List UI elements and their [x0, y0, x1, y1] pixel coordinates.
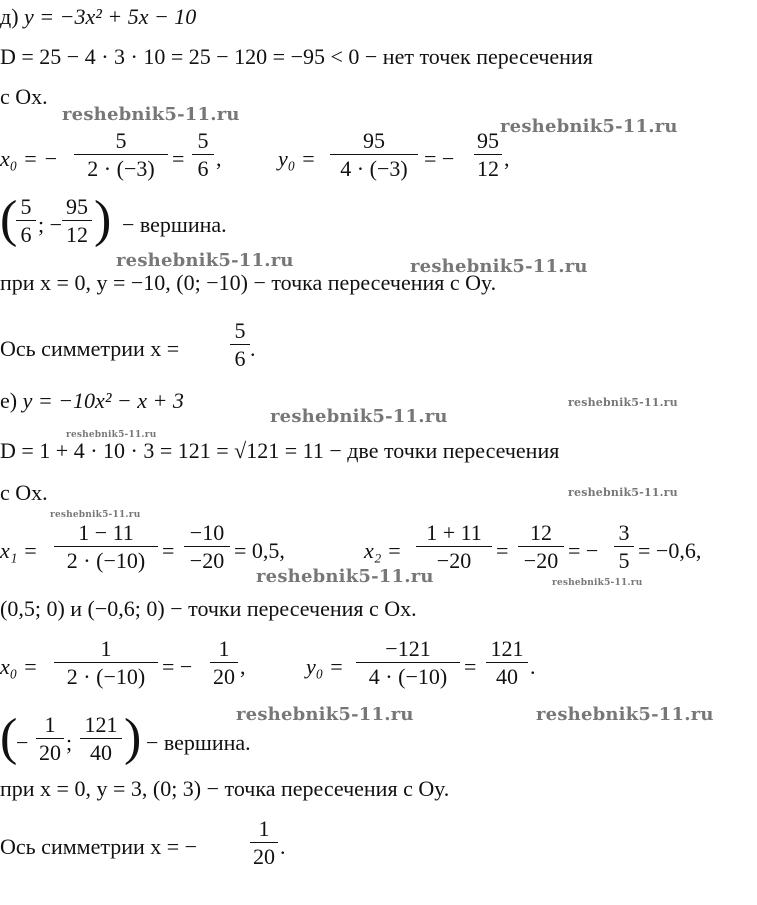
part-d-y0-lhs: y₀ = [278, 146, 316, 171]
part-e-x2-fraction [416, 522, 492, 572]
denominator: 12 [66, 222, 88, 247]
watermark: reshebnik5-11.ru [500, 116, 678, 137]
numerator: 5 [16, 196, 36, 221]
part-e-axis-fraction [250, 818, 278, 868]
numerator: 95 [62, 196, 92, 221]
watermark: reshebnik5-11.ru [50, 510, 141, 520]
part-e-vertex-minus: − [16, 730, 29, 755]
numerator: 1 − 11 [54, 522, 158, 547]
part-e-axis-text: Ось симметрии x = − [0, 834, 198, 859]
part-d-axis-end: . [250, 336, 256, 361]
part-d-equation: y = −3x² + 5x − 10 [24, 4, 197, 29]
numerator: 95 [474, 130, 502, 155]
numerator: 5 [230, 320, 250, 345]
part-e-x1-lhs: x₁ = [0, 538, 38, 563]
part-e-label: е) [0, 388, 18, 413]
watermark: reshebnik5-11.ru [270, 406, 448, 427]
numerator: 1 + 11 [416, 522, 492, 547]
part-d-y0-result-fraction [474, 130, 502, 180]
denominator: 20 [213, 664, 235, 689]
part-e-vertex-close-paren: ) [124, 709, 142, 766]
part-d-vertex-fraction-1 [16, 196, 36, 246]
denominator: −20 [436, 548, 472, 573]
part-e-x2-fraction-2 [518, 522, 564, 572]
numerator: −121 [356, 638, 460, 663]
denominator: 4 · (−3) [340, 156, 408, 181]
part-d-oy-line: при x = 0, y = −10, (0; −10) − точка пересечения с Oy. [0, 270, 497, 295]
denominator: −20 [189, 548, 225, 573]
part-d-vertex-fraction-2 [62, 196, 92, 246]
part-e-vertex-label: − вершина. [146, 730, 251, 755]
part-d-y0-fraction [330, 130, 418, 180]
part-e-y0-end: . [530, 654, 536, 679]
part-e-x0-fraction [54, 638, 158, 688]
numerator: 1 [250, 818, 278, 843]
watermark: reshebnik5-11.ru [66, 430, 157, 440]
watermark: reshebnik5-11.ru [236, 704, 414, 725]
part-e-x1-eq: = [162, 538, 175, 563]
denominator: 40 [90, 740, 112, 765]
part-d-x0-end: , [216, 146, 222, 171]
part-e-points: (0,5; 0) и (−0,6; 0) − точки пересечения с Ox. [0, 596, 417, 621]
part-d-axis-text: Ось симметрии x = [0, 336, 180, 361]
part-e-x0-lhs: x₀ = [0, 654, 38, 679]
numerator: 3 [614, 522, 634, 547]
watermark: reshebnik5-11.ru [552, 578, 643, 588]
part-e-equation: y = −10x² − x + 3 [22, 388, 184, 413]
part-d-x0-lhs: x₀ = − [0, 146, 59, 171]
part-d-with-ox: с Ox. [0, 84, 48, 109]
watermark: reshebnik5-11.ru [62, 104, 240, 125]
part-e-x2-lhs: x₂ = [364, 538, 402, 563]
denominator: −20 [523, 548, 559, 573]
denominator: 2 · (−10) [66, 664, 146, 689]
part-e-with-ox: с Ox. [0, 480, 48, 505]
part-d-label: д) [0, 4, 19, 29]
part-d-discriminant: D = 25 − 4 · 3 · 10 = 25 − 120 = −95 < 0 − нет точек пересечения [0, 44, 593, 69]
part-e-x0-eq: = − [162, 654, 193, 679]
numerator: 121 [486, 638, 528, 663]
part-e-vertex-fraction-1 [36, 714, 64, 764]
numerator: −10 [184, 522, 230, 547]
denominator: 2 · (−10) [66, 548, 146, 573]
denominator: 6 [234, 346, 246, 371]
numerator: 1 [210, 638, 238, 663]
part-d-vertex-open-paren: ( [0, 191, 18, 248]
part-e-y0-lhs: y₀ = [306, 654, 344, 679]
denominator: 12 [477, 156, 499, 181]
part-e-x0-result-fraction [210, 638, 238, 688]
numerator: 12 [518, 522, 564, 547]
watermark: reshebnik5-11.ru [568, 486, 678, 499]
numerator: 95 [330, 130, 418, 155]
numerator: 1 [54, 638, 158, 663]
part-e-x1-result-fraction [184, 522, 230, 572]
part-d-y0-end: , [504, 146, 510, 171]
part-e-x2-result: = −0,6, [638, 538, 702, 563]
part-e-y0-eq: = [464, 654, 477, 679]
numerator: 5 [74, 130, 168, 155]
numerator: 1 [36, 714, 64, 739]
part-e-vertex-open-paren: ( [0, 709, 18, 766]
watermark: reshebnik5-11.ru [568, 396, 678, 409]
watermark: reshebnik5-11.ru [116, 250, 294, 271]
denominator: 40 [496, 664, 518, 689]
part-d-axis-fraction [230, 320, 250, 370]
part-e-x2-eq: = [496, 538, 509, 563]
part-d-x0-eq: = [172, 146, 185, 171]
denominator: 2 · (−3) [87, 156, 155, 181]
numerator: 5 [192, 130, 214, 155]
part-e-oy-line: при x = 0, y = 3, (0; 3) − точка пересечения с Oy. [0, 776, 450, 801]
part-e-y0-result-fraction [486, 638, 528, 688]
denominator: 4 · (−10) [368, 664, 448, 689]
part-e-vertex-sep: ; [66, 730, 73, 755]
part-e-x1-result: = 0,5, [234, 538, 285, 563]
part-e-vertex-fraction-2 [80, 714, 122, 764]
watermark: reshebnik5-11.ru [410, 256, 588, 277]
numerator: 121 [80, 714, 122, 739]
part-d-x0-fraction [74, 130, 168, 180]
part-e-discriminant: D = 1 + 4 · 10 · 3 = 121 = √121 = 11 − две точки пересечения [0, 438, 560, 463]
watermark: reshebnik5-11.ru [536, 704, 714, 725]
part-d-vertex-sep: ; − [38, 212, 63, 237]
part-d-vertex-label: − вершина. [122, 212, 227, 237]
denominator: 20 [253, 844, 275, 869]
part-d-equation-line [0, 6, 196, 28]
part-e-x0-end: , [240, 654, 246, 679]
denominator: 6 [20, 222, 32, 247]
part-e-x1-fraction [54, 522, 158, 572]
denominator: 6 [197, 156, 209, 181]
watermark: reshebnik5-11.ru [256, 566, 434, 587]
part-d-y0-eq: = − [424, 146, 455, 171]
denominator: 20 [39, 740, 61, 765]
part-d-vertex-close-paren: ) [94, 191, 112, 248]
part-d-x0-result-fraction [192, 130, 214, 180]
part-e-equation-line [0, 390, 184, 412]
part-e-x2-eq2: = − [568, 538, 599, 563]
denominator: 5 [618, 548, 630, 573]
part-e-y0-fraction [356, 638, 460, 688]
part-e-x2-fraction-3 [614, 522, 634, 572]
part-e-axis-end: . [280, 834, 286, 859]
